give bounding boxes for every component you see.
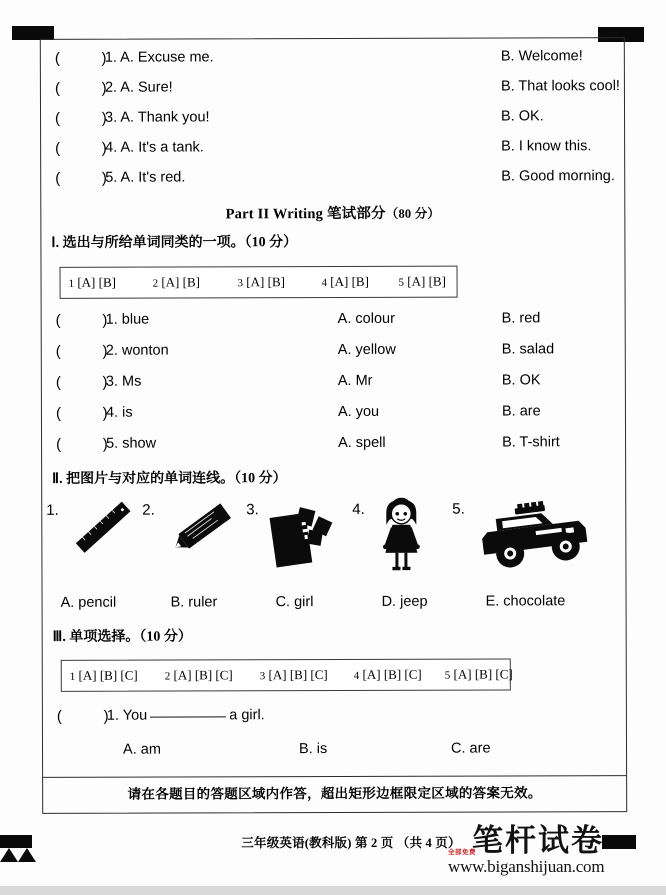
option-b: B. Welcome!: [500, 48, 583, 65]
option-b: B. Good morning.: [501, 168, 615, 185]
option-a: A. Mr: [337, 372, 373, 389]
answer-bracket[interactable]: ( ): [55, 109, 107, 127]
answer-bracket[interactable]: ( ): [55, 373, 108, 391]
word-option-e: E. chocolate: [485, 593, 566, 610]
section-two-heading: Ⅱ. 把图片与对应的单词连线。（10 分）: [52, 471, 287, 487]
question-stem: 4. is: [105, 404, 133, 421]
option-b: B. OK.: [501, 108, 544, 125]
option-b: B. red: [501, 310, 541, 327]
question-stem: 1. blue: [105, 311, 150, 328]
answer-bracket[interactable]: ( ): [56, 707, 109, 725]
answer-cell[interactable]: 1 [A] [B]: [68, 274, 116, 290]
section-one-row: [42, 341, 625, 373]
answer-bracket[interactable]: ( ): [55, 404, 108, 422]
section-three-answer-grid[interactable]: [61, 658, 511, 691]
option-a: A. yellow: [337, 341, 396, 358]
watermark-free-tag: 全部免费: [448, 849, 476, 856]
answer-bracket[interactable]: ( ): [55, 311, 108, 329]
section-three-heading: Ⅲ. 单项选择。（10 分）: [52, 629, 192, 645]
listening-row: [41, 48, 624, 80]
answer-cell[interactable]: 2 [A] [B] [C]: [164, 667, 233, 683]
answer-area-warning: 请在各题目的答题区域内作答，超出矩形边框限定区域的答案无效。: [127, 785, 542, 802]
picture-number-2: 2.: [142, 501, 155, 519]
stem-before-blank: 1. You: [106, 707, 148, 724]
option-b: B. T-shirt: [502, 434, 560, 451]
section-one-row: [42, 403, 625, 435]
part-two-title: [41, 201, 624, 224]
option-b: B. OK: [501, 372, 541, 389]
word-option-a: A. pencil: [60, 594, 117, 611]
option-a: 1. A. Excuse me.: [104, 49, 214, 66]
section-one-row: [42, 434, 625, 466]
watermark-url: www.biganshijuan.com: [448, 857, 605, 876]
answer-cell[interactable]: 1 [A] [B] [C]: [69, 667, 138, 683]
jeep-icon: [474, 498, 594, 581]
option-b: B. I know this.: [501, 138, 592, 155]
section-three-question: [43, 706, 626, 738]
registration-mark-top-left: [12, 26, 54, 40]
picture-number-1: 1.: [46, 501, 59, 519]
option-a: 2. A. Sure!: [104, 79, 173, 96]
option-a: 3. A. Thank you!: [105, 109, 210, 126]
word-option-d: D. jeep: [381, 593, 428, 610]
section-one-answer-grid[interactable]: [60, 266, 458, 299]
option-a: A. you: [337, 403, 380, 420]
answer-cell[interactable]: 5 [A] [B] [C]: [444, 666, 513, 682]
answer-bracket[interactable]: ( ): [56, 435, 108, 453]
part-two-label-cn: 笔试部分: [326, 205, 386, 223]
watermark: [448, 825, 658, 877]
scan-edge-strip: [0, 886, 666, 895]
ruler-icon: [62, 502, 142, 577]
answer-cell[interactable]: 2 [A] [B]: [152, 274, 200, 290]
answer-cell[interactable]: 3 [A] [B] [C]: [259, 667, 328, 683]
stem-after-blank: a girl.: [229, 707, 265, 724]
answer-cell[interactable]: 5 [A] [B]: [398, 273, 446, 289]
page-footer-info: 三年级英语(教科版) 第 2 页 （共 4 页）: [241, 836, 461, 850]
word-option-b: B. ruler: [170, 594, 218, 611]
answer-bracket[interactable]: ( ): [54, 79, 107, 97]
exam-content-frame: [40, 37, 627, 814]
answer-cell[interactable]: 3 [A] [B]: [237, 274, 285, 290]
option-b: B. are: [501, 403, 541, 420]
question-stem: 2. wonton: [105, 342, 169, 359]
listening-row: [41, 78, 624, 110]
option-a: 5. A. It's red.: [105, 169, 186, 186]
watermark-brand: 笔杆试卷: [472, 823, 604, 858]
girl-icon: [370, 495, 432, 578]
answer-cell[interactable]: 4 [A] [B] [C]: [353, 666, 422, 682]
answer-bracket[interactable]: ( ): [55, 139, 107, 157]
option-a: A. spell: [338, 434, 386, 451]
option-b: B. salad: [501, 341, 555, 358]
part-two-label-en: Part II Writing: [225, 206, 327, 223]
warning-divider: [43, 775, 626, 778]
option-a: A. am: [122, 741, 161, 758]
chocolate-icon: [260, 499, 350, 576]
picture-number-4: 4.: [352, 500, 365, 518]
fill-in-blank[interactable]: [150, 716, 226, 717]
option-c: C. are: [450, 740, 491, 757]
word-option-c: C. girl: [275, 594, 314, 611]
option-b: B. That looks cool!: [500, 78, 620, 95]
option-b: B. is: [298, 741, 328, 758]
listening-row: [41, 138, 624, 170]
option-a: 4. A. It's a tank.: [105, 139, 204, 156]
section-one-row: [42, 372, 625, 404]
question-stem: [107, 707, 265, 723]
listening-row: [41, 168, 624, 200]
section-one-row: [42, 310, 625, 342]
section-one-heading: Ⅰ. 选出与所给单词同类的一项。（10 分）: [51, 235, 298, 251]
picture-number-3: 3.: [246, 501, 259, 519]
pencil-icon: [160, 501, 245, 576]
part-two-score: （80 分）: [385, 206, 441, 221]
question-stem: 5. show: [106, 435, 157, 452]
answer-bracket[interactable]: ( ): [54, 49, 107, 67]
answer-cell[interactable]: 4 [A] [B]: [321, 273, 369, 290]
option-a: A. colour: [337, 310, 395, 327]
picture-number-5: 5.: [452, 500, 465, 518]
listening-row: [41, 108, 624, 140]
answer-bracket[interactable]: ( ): [55, 342, 108, 360]
question-stem: 3. Ms: [105, 373, 142, 390]
answer-bracket[interactable]: ( ): [55, 169, 107, 187]
